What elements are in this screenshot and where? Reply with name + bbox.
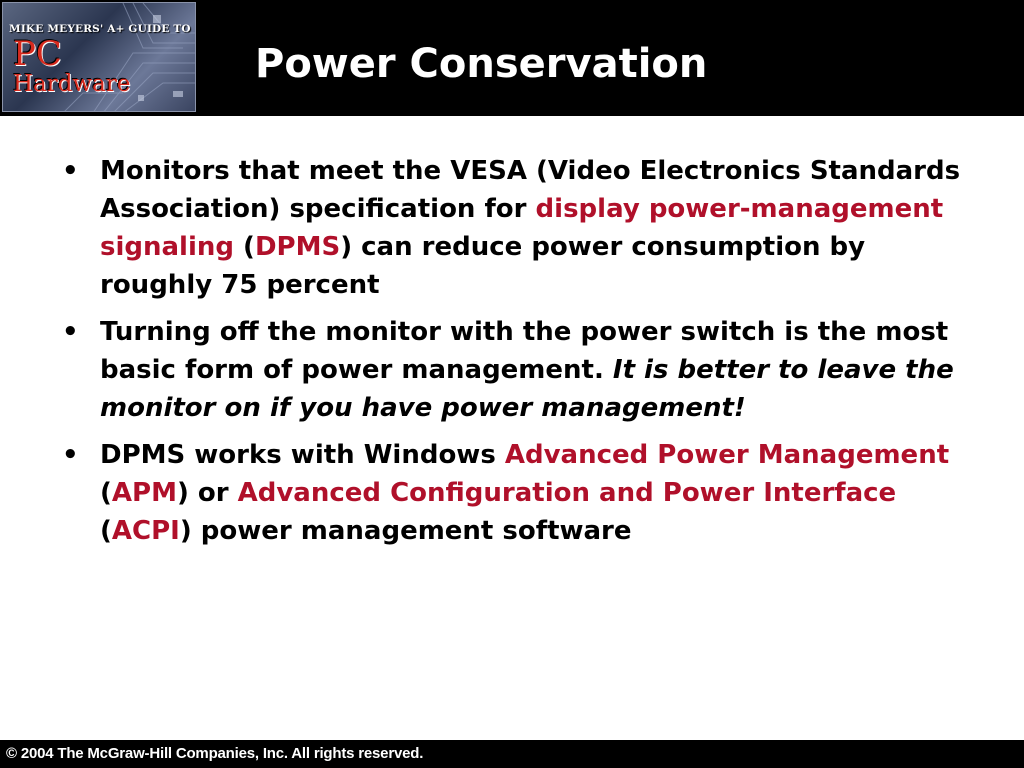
term-dpms-full: display power-management signaling (100, 194, 944, 262)
term-acpi: ACPI (111, 516, 180, 546)
slide-title: Power Conservation (255, 41, 708, 87)
copyright-text: © 2004 The McGraw-Hill Companies, Inc. All rights reserved. (6, 745, 424, 762)
bullet-item (62, 436, 962, 550)
term-dpms: DPMS (254, 232, 341, 262)
logo-hardware-text: Hardware (13, 71, 131, 97)
logo-pc-text: PC (13, 34, 62, 74)
bullet-dot-icon: • (62, 317, 79, 347)
bullet-dot-icon: • (62, 440, 79, 470)
emphasis-text: It is better to leave the monitor on if you have power management! (100, 355, 954, 423)
bullet-list (62, 152, 962, 550)
term-acpi-full: Advanced Configuration and Power Interface (237, 478, 897, 508)
term-apm: APM (111, 478, 177, 508)
logo-series-text: MIKE MEYERS' A+ GUIDE TO (9, 23, 191, 35)
term-apm-full: Advanced Power Management (504, 440, 950, 470)
slide-footer (0, 740, 1024, 768)
bullet-text: DPMS works with Windows Advanced Power Management (APM) or Advanced Configuration and Power Interface (ACPI) power management software (100, 440, 950, 546)
bullet-item (62, 152, 962, 304)
bullet-text: Monitors that meet the VESA (Video Electronics Standards Association) specification for display power-management signaling (DPMS) can reduce power consumption by roughly 75 percent (100, 156, 961, 300)
book-logo (2, 2, 196, 112)
bullet-item (62, 313, 962, 427)
slide-header (0, 0, 1024, 116)
bullet-text: Turning off the monitor with the power switch is the most basic form of power management. It is better to leave the monitor on if you have power management! (100, 317, 954, 423)
slide-body (62, 152, 962, 559)
bullet-dot-icon: • (62, 156, 79, 186)
